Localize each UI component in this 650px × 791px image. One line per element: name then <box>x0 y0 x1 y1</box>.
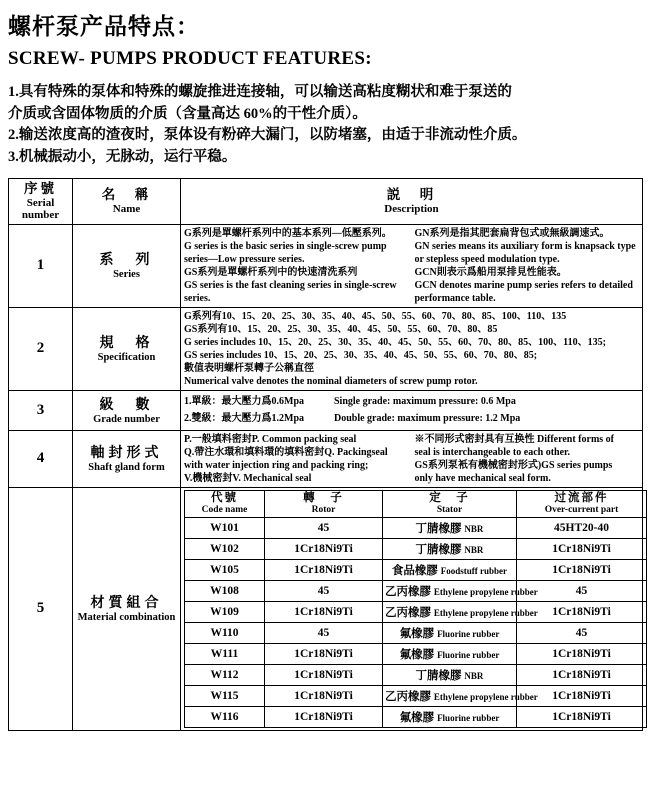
material-rotor: 1Cr18Ni9Ti <box>265 643 383 664</box>
desc-line: G系列有10、15、20、25、30、35、40、45、50、55、60、70、80、85、100、110、135 <box>184 310 567 322</box>
material-row <box>185 580 647 601</box>
intro-line: 3.机械振动小，无脉动，运行平稳。 <box>8 148 237 165</box>
row-name-en: Grade number <box>93 413 160 425</box>
material-code: W112 <box>185 664 265 685</box>
material-header-part-en: Over-current part <box>544 505 619 516</box>
intro-line: 1.具有特殊的泵体和特殊的螺旋推进连接轴，可以输送高粘度糊状和难于泵送的 <box>8 84 512 101</box>
row-name-cn: 材質組合 <box>90 594 163 611</box>
desc-line: GS系列泵衹有機械密封形式)GS series pumps <box>414 459 613 471</box>
desc-line: GCN denotes marine pump series refers to detailed performance table. <box>414 279 633 304</box>
header-description <box>181 179 643 225</box>
header-name <box>73 179 181 225</box>
intro-paragraph <box>8 82 642 168</box>
material-part: 45 <box>517 580 647 601</box>
desc-line: only have mechanical seal form. <box>414 472 551 484</box>
material-rotor: 1Cr18Ni9Ti <box>265 664 383 685</box>
row-name-cn: 系 列 <box>99 251 154 268</box>
specification-table <box>8 178 643 731</box>
page-title-chinese: 螺杆泵产品特点： <box>8 13 200 39</box>
material-rotor: 1Cr18Ni9Ti <box>265 538 383 559</box>
desc-line: G系列是單螺杆系列中的基本系列—低壓系列。 <box>184 227 392 239</box>
material-table <box>184 490 647 728</box>
material-part: 45HT20-40 <box>517 517 647 538</box>
material-header-rotor-cn: 轉 子 <box>303 491 344 504</box>
row-serial: 2 <box>9 307 73 390</box>
row-name-en: Shaft gland form <box>88 462 165 474</box>
material-code: W108 <box>185 580 265 601</box>
material-table-cell <box>181 487 643 730</box>
material-header-stator <box>383 490 517 517</box>
material-stator-cn: 食品橡膠 <box>391 564 438 577</box>
material-row <box>185 643 647 664</box>
material-stator-en: NBR <box>464 544 484 555</box>
desc-line: GS系列是單螺杆系列中的快速清洗系列 <box>184 266 358 278</box>
material-code: W109 <box>185 601 265 622</box>
material-combination-row <box>9 487 643 730</box>
material-rotor: 45 <box>265 622 383 643</box>
material-stator-cn: 乙丙橡膠 <box>385 585 431 598</box>
table-row <box>9 307 643 390</box>
material-row <box>185 559 647 580</box>
material-row <box>185 517 647 538</box>
material-header-row <box>185 490 647 517</box>
material-rotor: 1Cr18Ni9Ti <box>265 559 383 580</box>
table-row <box>9 430 643 487</box>
material-stator-cn: 丁腈橡膠 <box>415 669 462 682</box>
description-left <box>184 227 409 305</box>
row-description <box>181 224 643 307</box>
material-part: 1Cr18Ni9Ti <box>517 643 647 664</box>
material-header-stator-cn: 定 子 <box>429 491 470 504</box>
material-stator <box>383 601 538 622</box>
desc-line: V.機械密封V. Mechanical seal <box>184 472 312 484</box>
row-name-cn: 級 數 <box>99 395 154 412</box>
material-stator-en: Fluorine rubber <box>437 712 500 723</box>
row-name <box>73 390 181 430</box>
material-rotor: 1Cr18Ni9Ti <box>265 706 383 727</box>
material-code: W105 <box>185 559 265 580</box>
material-code: W111 <box>185 643 265 664</box>
material-stator-en: Ethylene propylene rubber <box>433 607 538 618</box>
material-stator <box>383 622 517 643</box>
material-stator-en: Fluorine rubber <box>437 649 500 660</box>
material-stator <box>383 664 517 685</box>
desc-line: GS系列有10、15、20、25、30、35、40、45、50、55、60、70、80、85 <box>184 323 498 335</box>
material-stator-cn: 氟橡膠 <box>399 648 435 661</box>
desc-line: 2.雙級：最大壓力爲1.2Mpa <box>184 413 304 425</box>
row-name-en: Material combination <box>77 612 176 624</box>
header-serial <box>9 179 73 225</box>
material-stator-cn: 丁腈橡膠 <box>415 543 462 556</box>
intro-line: 介质或含固体物质的介质（含量高达 60%的干性介质）。 <box>8 105 367 122</box>
desc-line: Single grade: maximum pressure: 0.6 Mpa <box>334 396 516 408</box>
material-part: 1Cr18Ni9Ti <box>517 559 647 580</box>
material-row <box>185 538 647 559</box>
header-description-en: Description <box>384 202 439 215</box>
material-stator-en: Foodstuff rubber <box>440 565 508 576</box>
desc-line: G series includes 10、15、20、25、30、35、40、45、50、55、60、70、80、85、100、110、135; <box>184 336 606 348</box>
material-rotor: 45 <box>265 580 383 601</box>
row-serial: 1 <box>9 224 73 307</box>
desc-line: with water injection ring and packing ring; <box>184 459 369 471</box>
material-stator <box>383 706 517 727</box>
material-row <box>185 706 647 727</box>
material-part: 1Cr18Ni9Ti <box>517 664 647 685</box>
desc-line: 數值表明螺杆泵轉子公稱直徑 <box>184 362 314 374</box>
table-row <box>9 224 643 307</box>
desc-line: GS series includes 10、15、20、25、30、35、40、45、50、55、60、70、80、85; <box>184 349 538 361</box>
material-header-part <box>517 490 647 517</box>
desc-line: Double grade: maximum pressure: 1.2 Mpa <box>334 413 521 425</box>
material-header-rotor <box>265 490 383 517</box>
desc-line: GN系列是指其肥套扁背包式或無級調速式。 <box>414 227 610 239</box>
material-stator-en: NBR <box>464 523 484 534</box>
intro-line: 2.输送浓度高的渣夜时，泵体设有粉碎大漏门，以防堵塞，由适于非流动性介质。 <box>8 127 527 144</box>
row-name <box>73 307 181 390</box>
material-row <box>185 685 647 706</box>
desc-line: G series is the basic series in single-screw pump series—Low pressure series. <box>184 240 387 265</box>
description-left <box>184 433 409 485</box>
desc-line: Numerical valve denotes the nominal diameters of screw pump rotor. <box>184 375 478 387</box>
material-stator-en: NBR <box>464 670 484 681</box>
row-description <box>181 430 643 487</box>
desc-line: seal is interchangeable to each other. <box>414 446 571 458</box>
material-part: 1Cr18Ni9Ti <box>517 706 647 727</box>
table-row <box>9 390 643 430</box>
row-name <box>73 430 181 487</box>
row-serial: 5 <box>9 487 73 730</box>
material-stator <box>383 643 517 664</box>
material-stator-en: Ethylene propylene rubber <box>433 691 538 702</box>
header-serial-en: Serial number <box>21 196 60 222</box>
material-rotor: 45 <box>265 517 383 538</box>
material-stator-cn: 乙丙橡膠 <box>385 606 431 619</box>
material-stator-cn: 乙丙橡膠 <box>385 690 431 703</box>
row-name <box>73 224 181 307</box>
description-right <box>415 227 640 305</box>
material-stator-cn: 氟橡膠 <box>399 627 435 640</box>
material-stator <box>383 559 517 580</box>
material-header-code <box>185 490 265 517</box>
material-part: 1Cr18Ni9Ti <box>517 601 647 622</box>
product-features-page <box>0 14 650 791</box>
desc-line: ※不同形式密封具有互换性 Different forms of <box>414 433 615 445</box>
material-header-part-cn: 过流部件 <box>554 491 609 504</box>
material-part: 1Cr18Ni9Ti <box>517 538 647 559</box>
row-description <box>181 307 643 390</box>
row-name-cn: 規 格 <box>99 334 154 351</box>
header-name-cn: 名 稱 <box>101 187 152 203</box>
material-stator-cn: 氟橡膠 <box>399 711 435 724</box>
material-stator <box>383 685 538 706</box>
material-stator <box>383 538 517 559</box>
material-row <box>185 664 647 685</box>
material-code: W101 <box>185 517 265 538</box>
desc-line: Q.帶注水環和填料環的填料密封Q. Packingseal <box>184 446 388 458</box>
material-rotor: 1Cr18Ni9Ti <box>265 685 383 706</box>
row-name-en: Series <box>113 269 140 281</box>
material-stator-en: Fluorine rubber <box>437 628 500 639</box>
material-row <box>185 601 647 622</box>
material-code: W110 <box>185 622 265 643</box>
row-description <box>181 390 643 430</box>
row-serial: 3 <box>9 390 73 430</box>
desc-line: P.一般填料密封P. Common packing seal <box>184 433 357 445</box>
material-header-stator-en: Stator <box>436 505 463 516</box>
material-code: W102 <box>185 538 265 559</box>
material-stator <box>383 580 538 601</box>
material-stator <box>383 517 517 538</box>
row-serial: 4 <box>9 430 73 487</box>
page-title-english: SCREW- PUMPS PRODUCT FEATURES: <box>8 48 372 70</box>
header-serial-cn: 序號 <box>24 181 57 196</box>
header-name-en: Name <box>112 202 141 215</box>
desc-line: GCN則表示爲船用泵排見性能表。 <box>414 266 567 278</box>
description-right <box>415 433 640 485</box>
material-stator-en: Ethylene propylene rubber <box>433 586 538 597</box>
material-stator-cn: 丁腈橡膠 <box>415 522 462 535</box>
row-name-en: Specification <box>97 352 156 364</box>
material-rotor: 1Cr18Ni9Ti <box>265 601 383 622</box>
desc-line: GS series is the fast cleaning series in single-screw series. <box>184 279 397 304</box>
row-name-cn: 軸封形式 <box>90 444 163 461</box>
header-description-cn: 説 明 <box>386 187 437 203</box>
material-row <box>185 622 647 643</box>
desc-line: 1.單級：最大壓力爲0.6Mpa <box>184 396 304 408</box>
material-part: 45 <box>517 622 647 643</box>
material-header-code-cn: 代號 <box>211 491 238 504</box>
row-name <box>73 487 181 730</box>
material-header-code-en: Code name <box>201 505 248 516</box>
material-part: 1Cr18Ni9Ti <box>517 685 647 706</box>
desc-line: GN series means its auxiliary form is knapsack type or stepless speed modulation type. <box>414 240 636 265</box>
material-header-rotor-en: Rotor <box>311 505 336 516</box>
table-header-row <box>9 179 643 225</box>
material-code: W115 <box>185 685 265 706</box>
material-code: W116 <box>185 706 265 727</box>
